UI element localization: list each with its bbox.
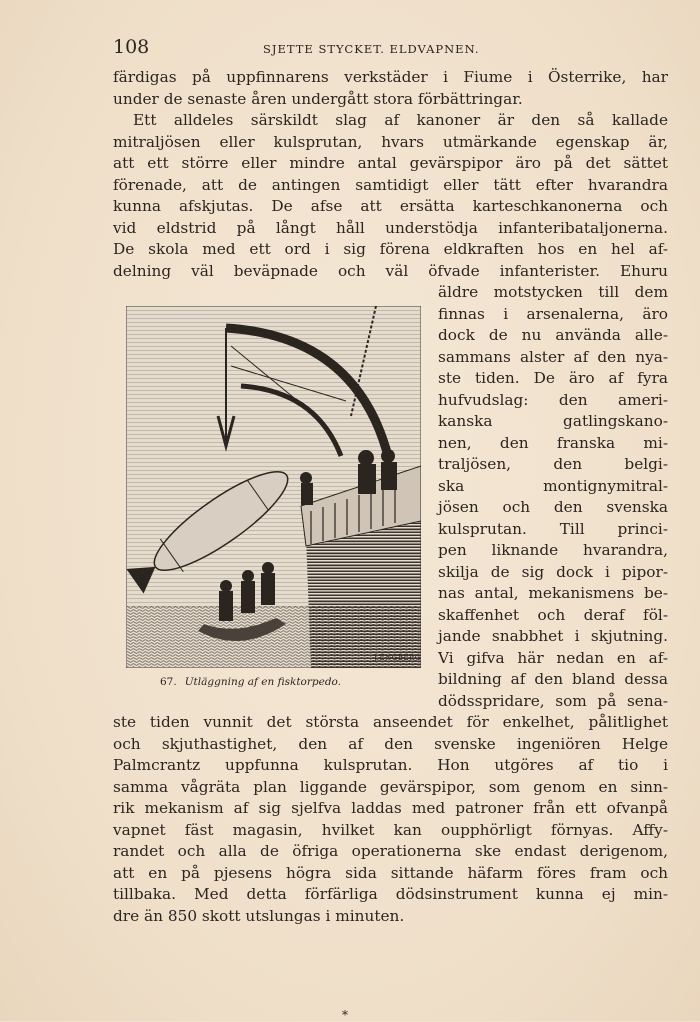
text-line: dre än 850 skott utslungas i minuten.	[113, 906, 405, 925]
text-line: ste tiden vunnit det största anseendet för enkelhet, pålitlighet	[113, 713, 668, 731]
text-line: pen liknande hvarandra,	[438, 541, 668, 559]
torpedo-illustration	[126, 306, 421, 668]
text-line: färdigas på uppfinnarens verkstäder i Fiume i Österrike, har	[113, 68, 668, 86]
text-line: skaffenhet och deraf föl-	[438, 605, 668, 624]
text-line: bildning af den bland dessa	[438, 670, 668, 688]
text-line: vapnet fäst magasin, hvilket kan oupphörligt förnyas. Affy-	[113, 820, 668, 839]
text-line: skilja de sig dock i pipor-	[438, 562, 668, 581]
text-line: Ett alldeles särskildt slag af kanoner är den så kallade	[133, 111, 668, 129]
running-head: SJETTE STYCKET. ELDVAPNEN.	[263, 42, 480, 56]
text-line: att ett större eller mindre antal gevärspipor äro på det sättet	[113, 154, 668, 172]
text-line: dock de nu använda alle-	[438, 326, 668, 344]
text-line: att en på pjesens högra sida sittande häfarm föres fram och	[113, 863, 668, 882]
footer-mark: *	[342, 1008, 348, 1022]
text-line: vid eldstrid på långt håll understödja infanteribataljonerna.	[113, 218, 668, 237]
text-line: nas antal, mekanismens be-	[438, 584, 668, 602]
text-line: kanska gatlingskano-	[438, 412, 668, 430]
figure-caption	[160, 676, 341, 688]
text-line: rik mekanism af sig sjelfva laddas med patroner från ett ofvanpå	[113, 799, 668, 817]
engraver-signature: J.ENGBERG	[374, 654, 421, 662]
text-line: nen, den franska mi-	[438, 433, 668, 452]
page-number: 108	[113, 36, 150, 58]
paragraph-1	[113, 67, 668, 110]
text-line: mitraljösen eller kulsprutan, hvars utmärkande egenskap är,	[113, 132, 668, 151]
text-line: hufvudslag: den ameri-	[438, 390, 668, 409]
text-line: Palmcrantz uppfunna kulsprutan. Hon utgöres af tio i	[113, 756, 668, 774]
text-line: kunna afskjutas. De afse att ersätta karteschkanonerna och	[113, 197, 668, 215]
page-header	[113, 36, 668, 58]
text-line: äldre motstycken till dem	[438, 283, 668, 301]
text-line: samma vågräta plan liggande gevärspipor, som genom en sinn-	[113, 777, 668, 796]
text-line: randet och alla de öfriga operationerna ske endast derigenom,	[113, 842, 668, 860]
paragraph-2-full	[113, 110, 668, 282]
text-line: Vi gifva här nedan en af-	[438, 648, 668, 667]
text-line: ste tiden. De äro af fyra	[438, 369, 668, 387]
text-line: under de senaste åren undergått stora förbättringar.	[113, 89, 523, 108]
caption-text: Utläggning af en fisktorpedo.	[184, 676, 342, 688]
engraving	[126, 306, 421, 668]
text-line: jande snabbhet i skjutning.	[438, 627, 668, 645]
paragraph-2-tail	[113, 712, 668, 927]
text-line: jösen och den svenska	[438, 498, 668, 516]
text-line: De skola med ett ord i sig förena eldkraften hos en hel af-	[113, 240, 668, 258]
text-line: delning väl beväpnade och väl öfvade infanterister. Ehuru	[113, 261, 668, 280]
text-line: finnas i arsenalerna, äro	[438, 304, 668, 323]
text-line: dödsspridare, som på sena-	[438, 691, 668, 710]
paragraph-2-narrow	[438, 282, 668, 712]
text-line: förenade, att de antingen samtidigt eller tätt efter hvarandra	[113, 175, 668, 194]
text-line: och skjuthastighet, den af den svenske ingeniören Helge	[113, 734, 668, 753]
text-line: tillbaka. Med detta förfärliga dödsinstrument kunna ej min-	[113, 885, 668, 903]
text-line: sammans alster af den nya-	[438, 347, 668, 366]
text-line: traljösen, den belgi-	[438, 455, 668, 473]
figure-number: 67.	[160, 676, 177, 688]
text-line: ska montignymitral-	[438, 476, 668, 495]
text-line: kulsprutan. Till princi-	[438, 519, 668, 538]
